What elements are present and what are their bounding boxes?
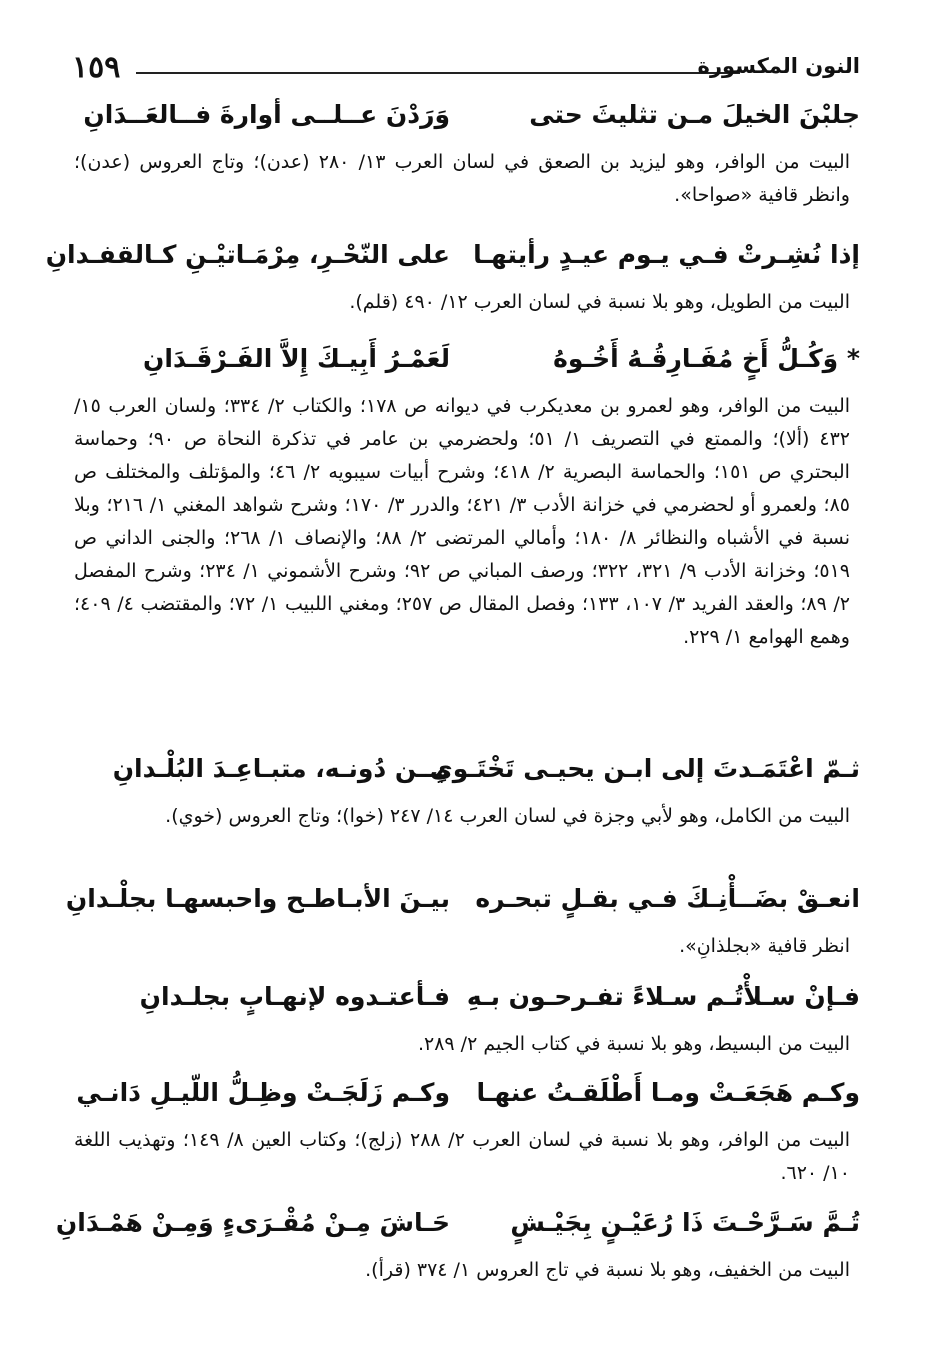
verse-hemistich-first: وكـم هَجَعَـتْ ومـا أَطْلَقـتُ عنهـا <box>476 1078 860 1107</box>
header-rule <box>136 72 740 74</box>
verse-entry <box>55 1208 860 1287</box>
verse-line <box>45 240 860 286</box>
page-header <box>72 50 860 90</box>
verse-source-note: البيت من الوافر، وهو ليزيد بن الصعق في لسان العرب ١٣/ ٢٨٠ (عدن)؛ وتاج العروس (عدن)؛ وانظر قافية «صواحا». <box>74 151 850 206</box>
verse-hemistich-second: حَـاشَ مِـنْ مُقْـرَىءٍ وَمِـنْ هَمْـدَانِ <box>55 1208 450 1237</box>
verse-hemistich-first: جلبْنَ الخيلَ مـن تثليثَ حتى <box>529 100 860 129</box>
verse-line <box>74 100 860 146</box>
verse-entry <box>74 754 860 833</box>
verse-line <box>74 1078 860 1124</box>
verse-hemistich-second: وَرَدْنَ عــلــى أوارةَ فــالعَــدَانِ <box>83 100 450 129</box>
verse-hemistich-second: وكـم زَلَجَـتْ وظِـلُّ اللّيـلِ دَانـي <box>76 1078 450 1107</box>
verse-hemistich-first: انعـقْ بضَــأْنِـكَ فـي بقـلٍ تبحـره <box>475 884 860 913</box>
verse-entry <box>74 1078 860 1190</box>
verse-entry <box>45 240 860 319</box>
verse-hemistich-second: على النّحْـرِ، مِرْمَـاتيْـنِ كـالقفـدانِ <box>45 240 450 269</box>
verse-entry <box>65 884 860 963</box>
verse-source-note: البيت من الطويل، وهو بلا نسبة في لسان العرب ١٢/ ٤٩٠ (قلم). <box>349 291 850 313</box>
page-number: ١٥٩ <box>72 50 121 85</box>
verse-line <box>55 1208 860 1254</box>
verse-hemistich-first: تُـمَّ سَـرَّحْـتَ ذَا رُعَيْـنٍ بِجَيْـشٍ <box>510 1208 860 1237</box>
verse-hemistich-first: فـإنْ سـلأْتُـم سـلاءً تفـرحـون بـهِ <box>466 982 860 1011</box>
verse-source-note: البيت من الخفيف، وهو بلا نسبة في تاج العروس ١/ ٣٧٤ (قرأ). <box>365 1259 850 1281</box>
verse-source-note: البيت من البسيط، وهو بلا نسبة في كتاب الجيم ٢/ ٢٨٩. <box>417 1033 850 1055</box>
verse-line <box>74 344 860 390</box>
verse-source-note: انظر قافية «بجلذانِ». <box>679 935 850 957</box>
verse-line <box>74 754 860 800</box>
verse-source-note: البيت من الكامل، وهو لأبي وجزة في لسان العرب ١٤/ ٢٤٧ (خوا)؛ وتاج العروس (خوي). <box>165 805 850 827</box>
verse-source-note: البيت من الوافر، وهو لعمرو بن معديكرب في ديوانه ص ١٧٨؛ والكتاب ٢/ ٣٣٤؛ ولسان العرب ١٥/ ٤٣٢ (ألا)؛ والممتع في التصريف ١/ ٥١؛ ولحضرمي بن عامر في تذكرة النحاة ص ٩٠؛ وحماسة البحتري ص ١٥١؛ والحماسة البصرية ٢/ ٤١٨؛ وشرح أبيات سيبويه ٢/ ٤٦؛ والمؤتلف والمختلف ص ٨٥؛ ولعمرو أو لحضرمي في خزانة الأدب ٣/ ٤٢١؛ والدرر ٣/ ١٧٠؛ وشرح شواهد المغني ١/ ٢١٦؛ وبلا نسبة في الأشباه والنظائر ٨/ ١٨٠؛ وأمالي المرتضى ٢/ ٨٨؛ والإنصاف ١/ ٢٦٨؛ والجنى الداني ص ٥١٩؛ وخزانة الأدب ٩/ ٣٢١، ٣٢٢؛ ورصف المباني ص ٩٢؛ وشرح الأشموني ١/ ٢٣٤؛ وشرح المفصل ٢/ ٨٩؛ والعقد الفريد ٣/ ١٠٧، ١٣٣؛ وفصل المقال ص ٢٥٧؛ ومغني اللبيب ١/ ٧٢؛ والمقتضب ٤/ ٤٠٩؛ وهمع الهوامع ١/ ٢٢٩. <box>74 395 851 648</box>
verse-source-note: البيت من الوافر، وهو بلا نسبة في لسان العرب ٢/ ٢٨٨ (زلج)؛ وكتاب العين ٨/ ١٤٩؛ وتهذيب اللغة ١٠/ ٦٢٠. <box>74 1129 851 1184</box>
running-title: النون المكسورة <box>697 54 860 78</box>
verse-hemistich-first: ثـمّ اعْتَمَـدتَ إلى ابـن يحيـى تَخْتَـوي <box>429 754 860 783</box>
verse-hemistich-second: لَعَمْـرُ أَبِيـكَ إِلاَّ الفَـرْقَـدَانِ <box>143 344 450 373</box>
verse-hemistich-first: * وَكُـلُّ أَخٍ مُفَـارِقُـهُ أَخُـوهُ <box>553 344 860 373</box>
verse-entry <box>74 100 860 212</box>
verse-hemistich-first: إذا نُشِـرتْ فـي يـوم عيـدٍ رأيتهـا <box>473 240 860 269</box>
verse-line <box>65 884 860 930</box>
verse-hemistich-second: مِــن دُونـه، متبـاعِـدَ البُلْـدانِ <box>112 754 450 783</box>
verse-entry <box>74 982 860 1061</box>
verse-hemistich-second: بيـنَ الأبـاطـح واحبسهـا بجلْـدانِ <box>65 884 450 913</box>
verse-entry <box>74 344 860 654</box>
verse-line <box>74 982 860 1028</box>
verse-hemistich-second: فـأعتـدوه لإنهـابٍ بجلـدانِ <box>139 982 450 1011</box>
